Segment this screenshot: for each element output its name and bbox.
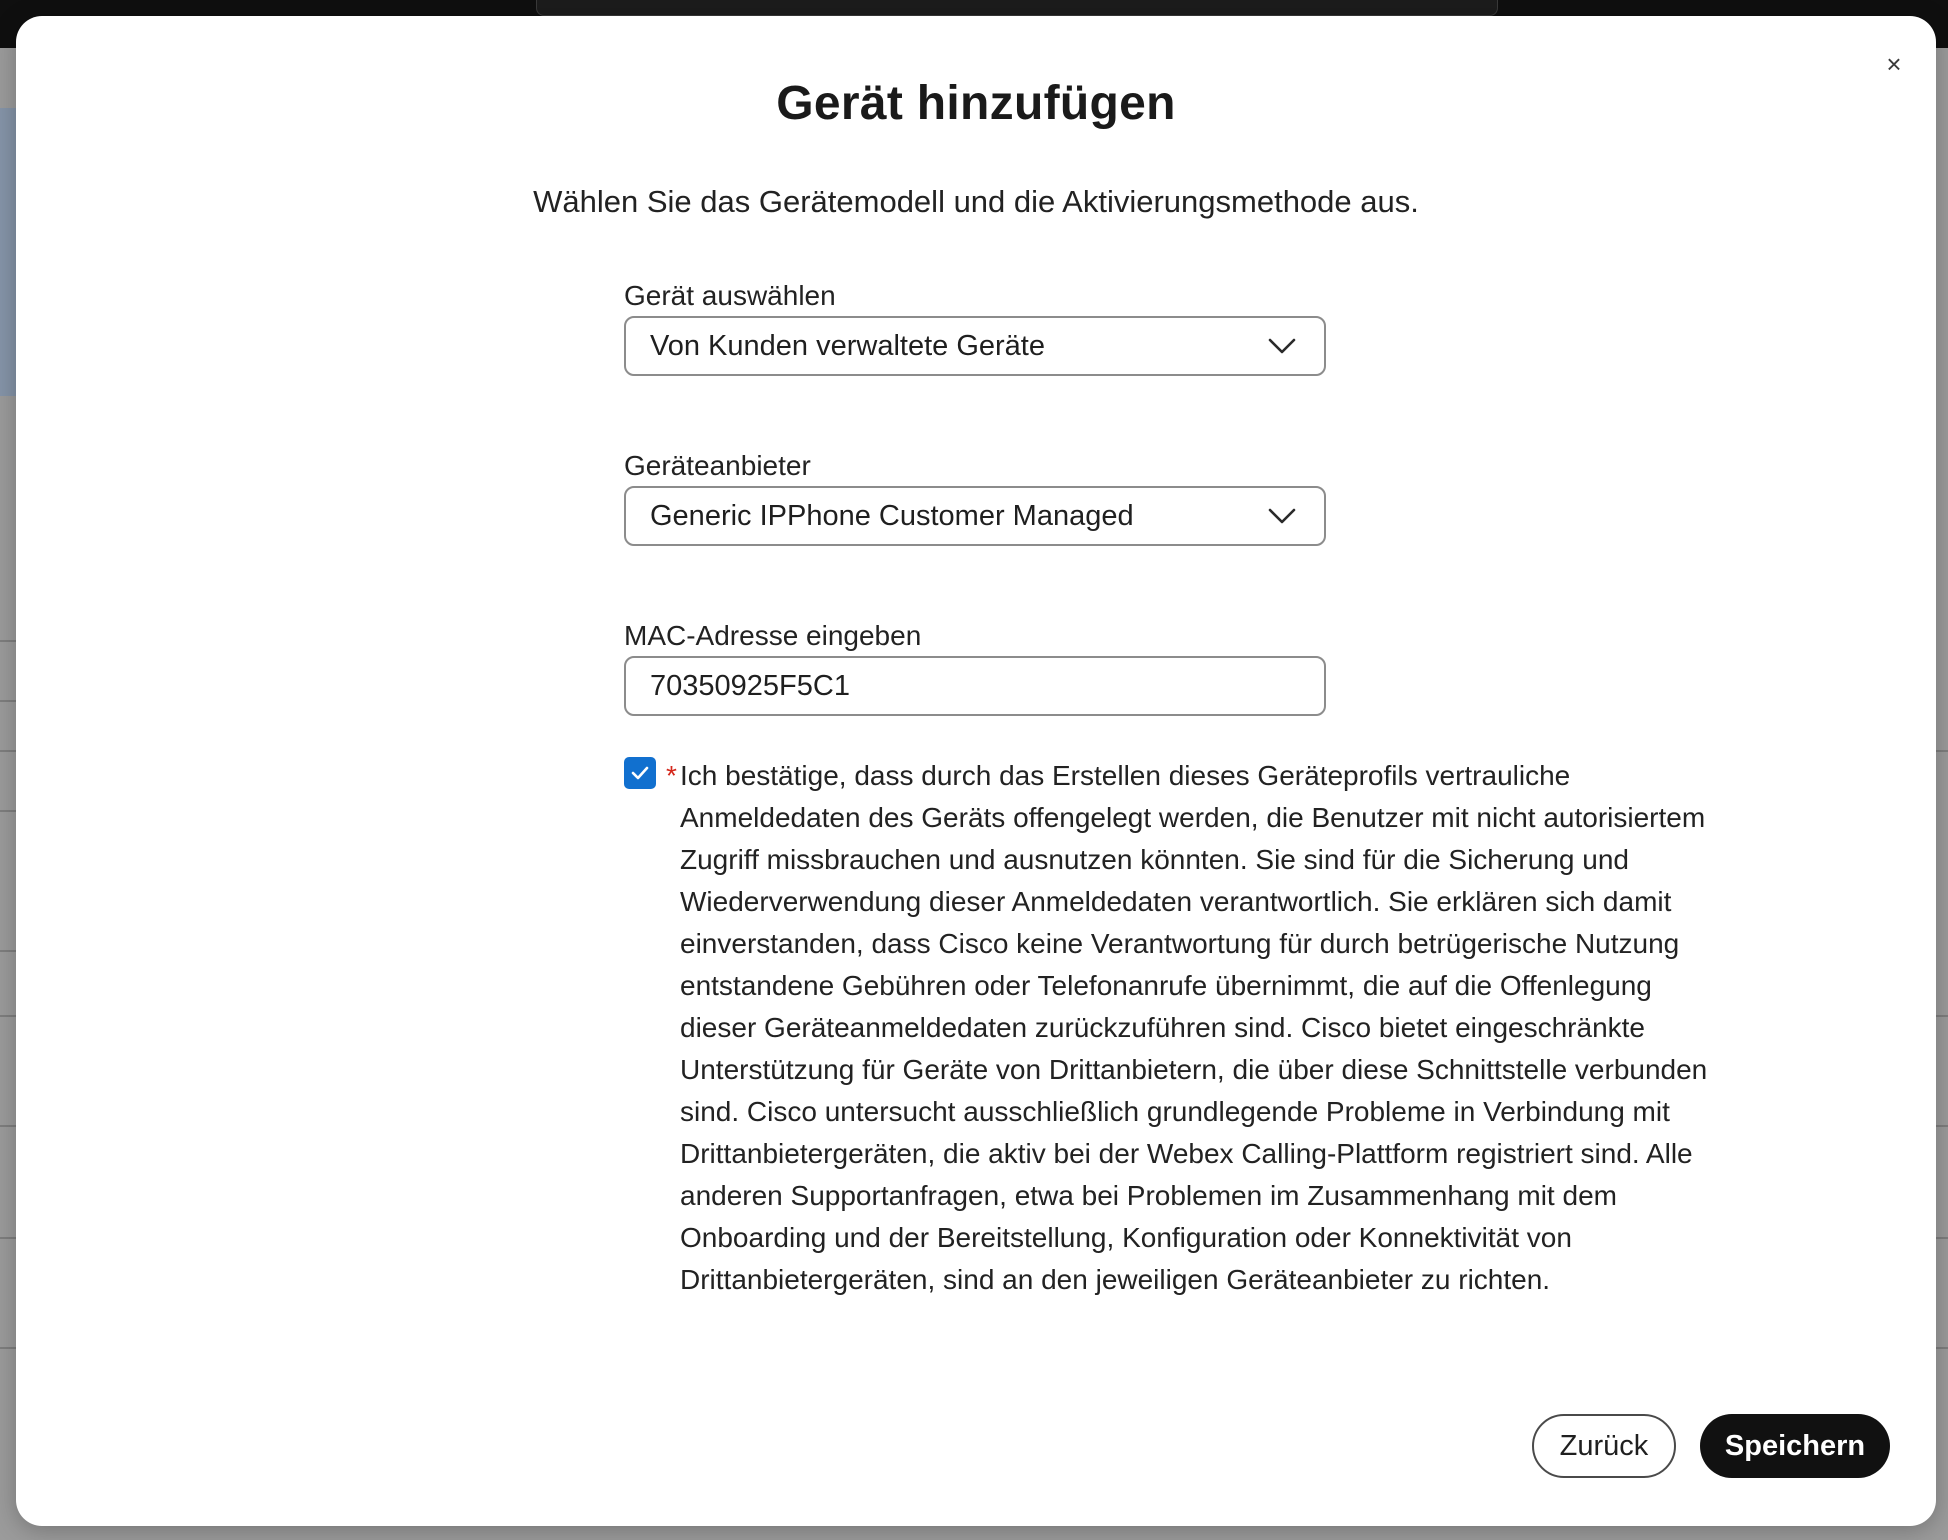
background-divider (0, 810, 16, 812)
vendor-select-label: Geräteanbieter (624, 450, 811, 481)
background-divider (0, 1125, 16, 1127)
background-divider (0, 1347, 16, 1349)
device-select[interactable] (624, 316, 1326, 376)
background-divider (0, 750, 16, 752)
vendor-select[interactable] (624, 486, 1326, 546)
mac-address-label: MAC-Adresse eingeben (624, 620, 922, 651)
consent-text: Ich bestätige, dass durch das Erstellen dieses Geräteprofils vertrauliche Anmeldedaten des Geräts offengelegt werden, die Benutzer mit nicht autorisiertem Zugriff missbrauchen und ausnutzen könnten. Sie sind für die Sicherung und Wiederverwendung dieser Anmeldedaten verantwortlich. Sie erklären sich damit einverstanden, dass Cisco keine Verantwortung für durch betrügerische Nutzung entstandene Gebühren oder Telefonanrufe übernimmt, die auf die Offenlegung dieser Geräteanmeldedaten zurückzuführen sind. Cisco bietet eingeschränkte Unterstützung für Geräte von Drittanbietern, die über diese Schnittstelle verbunden sind. Cisco untersucht ausschließlich grundlegende Probleme in Verbindung mit Drittanbietergeräten, die aktiv bei der Webex Calling-Plattform registriert sind. Alle anderen Supportanfragen, etwa bei Problemen im Zusammenhang mit dem Onboarding und der Bereitstellung, Konfiguration oder Konnektivität von Drittanbietergeräten, sind an den jeweiligen Geräteanbieter zu richten. (680, 760, 1708, 1295)
save-button[interactable]: Speichern (1700, 1414, 1890, 1478)
background-search-bar (536, 0, 1498, 16)
background-divider (0, 1015, 16, 1017)
background-divider (0, 640, 16, 642)
mac-address-input[interactable] (624, 656, 1326, 716)
device-select-label: Gerät auswählen (624, 280, 836, 311)
add-device-dialog (16, 16, 1936, 1526)
background-divider (0, 950, 16, 952)
background-left-panel (0, 108, 16, 396)
dialog-title: Gerät hinzufügen (776, 77, 1176, 130)
background-divider (0, 700, 16, 702)
background-divider (0, 1237, 16, 1239)
device-select-value: Von Kunden verwaltete Geräte (650, 329, 1045, 362)
chevron-down-icon (1264, 328, 1300, 364)
dialog-subtitle: Wählen Sie das Gerätemodell und die Aktivierungsmethode aus. (533, 184, 1419, 219)
checkmark-icon (630, 765, 650, 781)
vendor-select-value: Generic IPPhone Customer Managed (650, 499, 1134, 532)
close-icon: × (1886, 49, 1902, 79)
required-marker: * (666, 760, 677, 791)
back-button[interactable]: Zurück (1532, 1414, 1676, 1478)
chevron-down-icon (1264, 498, 1300, 534)
consent-checkbox[interactable] (624, 757, 656, 789)
